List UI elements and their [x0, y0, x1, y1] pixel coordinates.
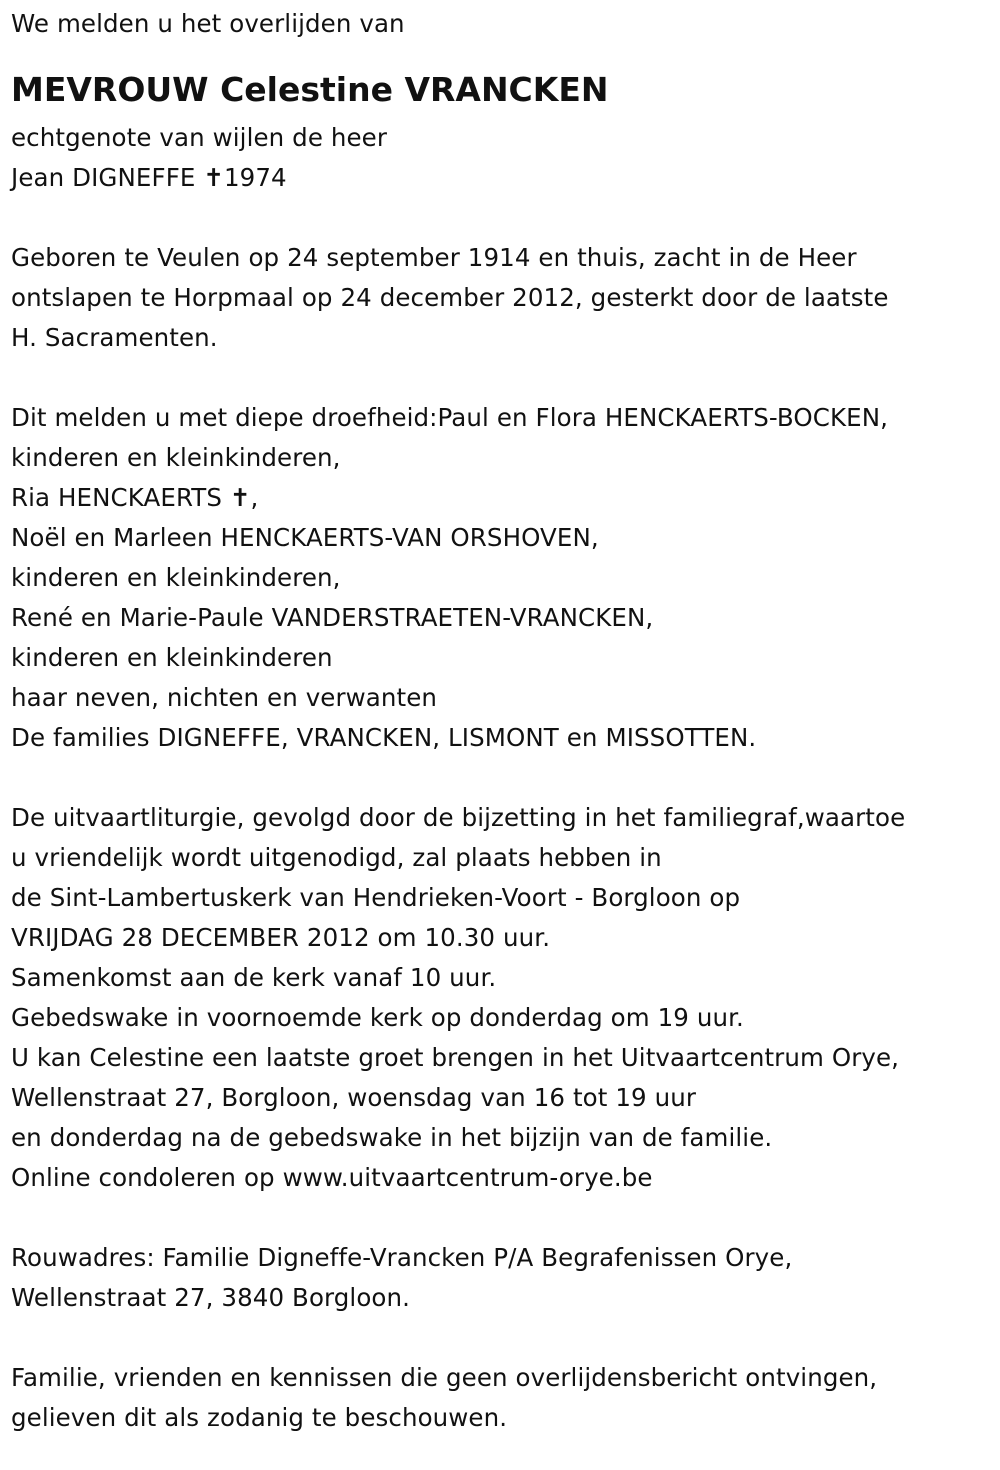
mourner-line: René en Marie-Paule VANDERSTRAETEN-VRANCKEN, [11, 603, 654, 632]
address-line: Rouwadres: Familie Digneffe-Vrancken P/A Begrafenissen Orye, [11, 1243, 793, 1272]
closing-line: Familie, vrienden en kennissen die geen overlijdensbericht ontvingen, [11, 1363, 878, 1392]
mourners-block [11, 398, 991, 758]
spacer [11, 1318, 991, 1358]
funeral-line: Samenkomst aan de kerk vanaf 10 uur. [11, 963, 497, 992]
spouse-line: echtgenote van wijlen de heer [11, 123, 388, 152]
spacer [11, 358, 991, 398]
spacer [11, 198, 991, 238]
funeral-line: De uitvaartliturgie, gevolgd door de bijzetting in het familiegraf,waartoe [11, 803, 906, 832]
funeral-line: Gebedswake in voornoemde kerk op donderdag om 19 uur. [11, 1003, 744, 1032]
spouse-line: Jean DIGNEFFE ✝1974 [11, 163, 287, 192]
address-line: Wellenstraat 27, 3840 Borgloon. [11, 1283, 411, 1312]
address-block [11, 1238, 991, 1318]
birth-death-block [11, 238, 991, 358]
mourner-line: De families DIGNEFFE, VRANCKEN, LISMONT en MISSOTTEN. [11, 723, 757, 752]
spacer [11, 758, 991, 798]
mourner-line: haar neven, nichten en verwanten [11, 683, 438, 712]
funeral-block [11, 798, 991, 1198]
mourner-line: Ria HENCKAERTS ✝, [11, 483, 259, 512]
funeral-line: Wellenstraat 27, Borgloon, woensdag van 16 tot 19 uur [11, 1083, 697, 1112]
mourner-line: kinderen en kleinkinderen, [11, 563, 341, 592]
funeral-line: u vriendelijk wordt uitgenodigd, zal plaats hebben in [11, 843, 662, 872]
closing-line: gelieven dit als zodanig te beschouwen. [11, 1403, 508, 1432]
mourner-line: kinderen en kleinkinderen, [11, 443, 341, 472]
mourner-line: Dit melden u met diepe droefheid:Paul en Flora HENCKAERTS-BOCKEN, [11, 403, 889, 432]
funeral-line: VRIJDAG 28 DECEMBER 2012 om 10.30 uur. [11, 923, 551, 952]
spacer [11, 1198, 991, 1238]
mourner-line: Noël en Marleen HENCKAERTS-VAN ORSHOVEN, [11, 523, 599, 552]
funeral-line: U kan Celestine een laatste groet brengen in het Uitvaartcentrum Orye, [11, 1043, 900, 1072]
deceased-name: MEVROUW Celestine VRANCKEN [11, 70, 609, 109]
funeral-line: de Sint-Lambertuskerk van Hendrieken-Voort - Borgloon op [11, 883, 741, 912]
birth-death-line: H. Sacramenten. [11, 323, 218, 352]
funeral-line: en donderdag na de gebedswake in het bijzijn van de familie. [11, 1123, 773, 1152]
intro-text: We melden u het overlijden van [11, 9, 405, 38]
birth-death-line: ontslapen te Horpmaal op 24 december 2012, gesterkt door de laatste [11, 283, 889, 312]
birth-death-line: Geboren te Veulen op 24 september 1914 en thuis, zacht in de Heer [11, 243, 857, 272]
death-notice [11, 4, 991, 1438]
spouse-block [11, 118, 991, 198]
funeral-line: Online condoleren op www.uitvaartcentrum-orye.be [11, 1163, 653, 1192]
mourner-line: kinderen en kleinkinderen [11, 643, 333, 672]
closing-block [11, 1358, 991, 1438]
